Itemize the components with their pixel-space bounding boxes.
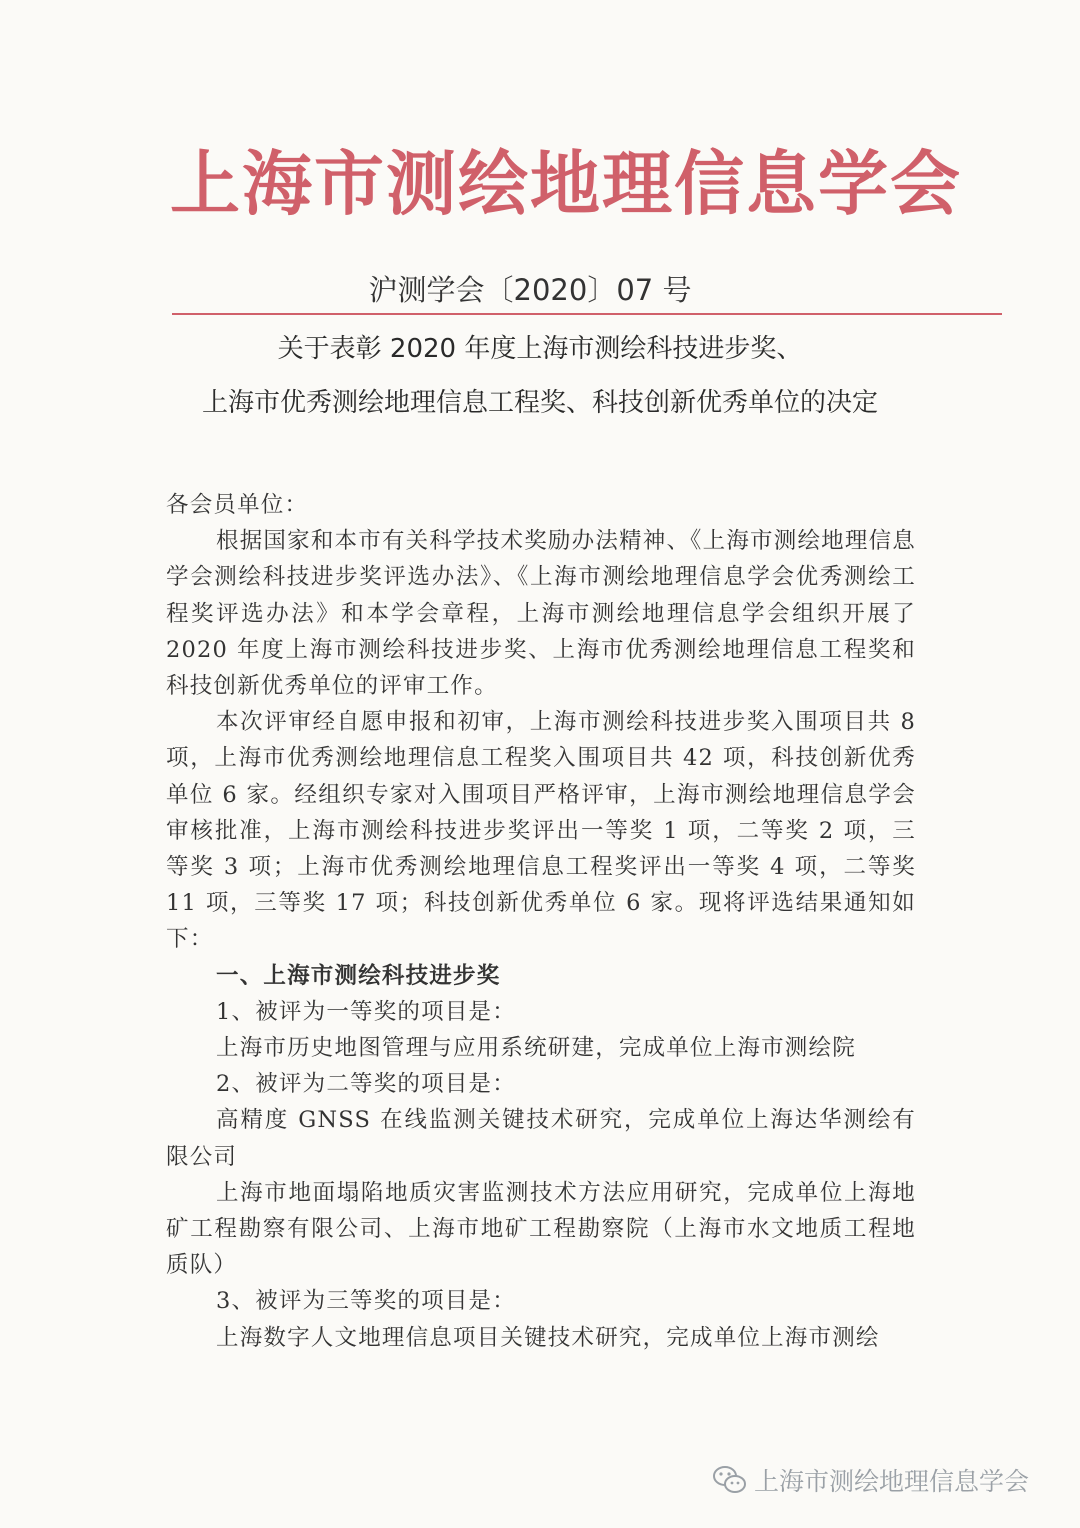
watermark: [712, 1462, 1029, 1498]
second-prize-item: 高精度 GNSS 在线监测关键技术研究，完成单位上海达华测绘有限公司: [166, 1107, 916, 1170]
third-prize-item: 上海数字人文地理信息项目关键技术研究，完成单位上海市测绘: [216, 1324, 880, 1351]
section-heading-tech-progress: 一、上海市测绘科技进步奖: [216, 962, 501, 989]
second-prize-item: 上海市地面塌陷地质灾害监测技术方法应用研究，完成单位上海地矿工程勘察有限公司、上海市地矿工程勘察院（上海市水文地质工程地质队）: [166, 1179, 916, 1279]
document-number: 沪测学会〔2020〕07 号: [368, 273, 692, 307]
document-body: [166, 487, 916, 1356]
paragraph-basis: 根据国家和本市有关科学技术奖励办法精神、《上海市测绘地理信息学会测绘科技进步奖评选办法》、《上海市测绘地理信息学会优秀测绘工程奖评选办法》和本学会章程，上海市测绘地理信息学会组织开展了 2020 年度上海市测绘科技进步奖、上海市优秀测绘地理信息工程奖和科技创新优秀单位的评审工作。: [166, 528, 916, 700]
wechat-icon: [712, 1464, 748, 1496]
organization-title: 上海市测绘地理信息学会: [170, 142, 962, 225]
first-prize-label: 1、被评为一等奖的项目是：: [216, 998, 516, 1025]
watermark-text: 上海市测绘地理信息学会: [754, 1467, 1030, 1496]
red-divider: [172, 313, 1002, 315]
first-prize-item: 上海市历史地图管理与应用系统研建，完成单位上海市测绘院: [216, 1035, 856, 1062]
document-heading-line-2: 上海市优秀测绘地理信息工程奖、科技创新优秀单位的决定: [201, 388, 878, 418]
second-prize-label: 2、被评为二等奖的项目是：: [216, 1071, 516, 1098]
third-prize-label: 3、被评为三等奖的项目是：: [216, 1288, 516, 1315]
paragraph-review: 本次评审经自愿申报和初审，上海市测绘科技进步奖入围项目共 8 项，上海市优秀测绘地理信息工程奖入围项目共 42 项，科技创新优秀单位 6 家。经组织专家对入围项目严格评审，上海市测绘地理信息学会审核批准，上海市测绘科技进步奖评出一等奖 1 项，二等奖 2 项，三等奖 3 项；上海市优秀测绘地理信息工程奖评出一等奖 4 项，二等奖 11 项，三等奖 17 项；科技创新优秀单位 6 家。现将评选结果通知如下：: [166, 709, 916, 953]
salutation: 各会员单位：: [166, 492, 309, 518]
document-heading-line-1: 关于表彰 2020 年度上海市测绘科技进步奖、: [277, 334, 803, 364]
